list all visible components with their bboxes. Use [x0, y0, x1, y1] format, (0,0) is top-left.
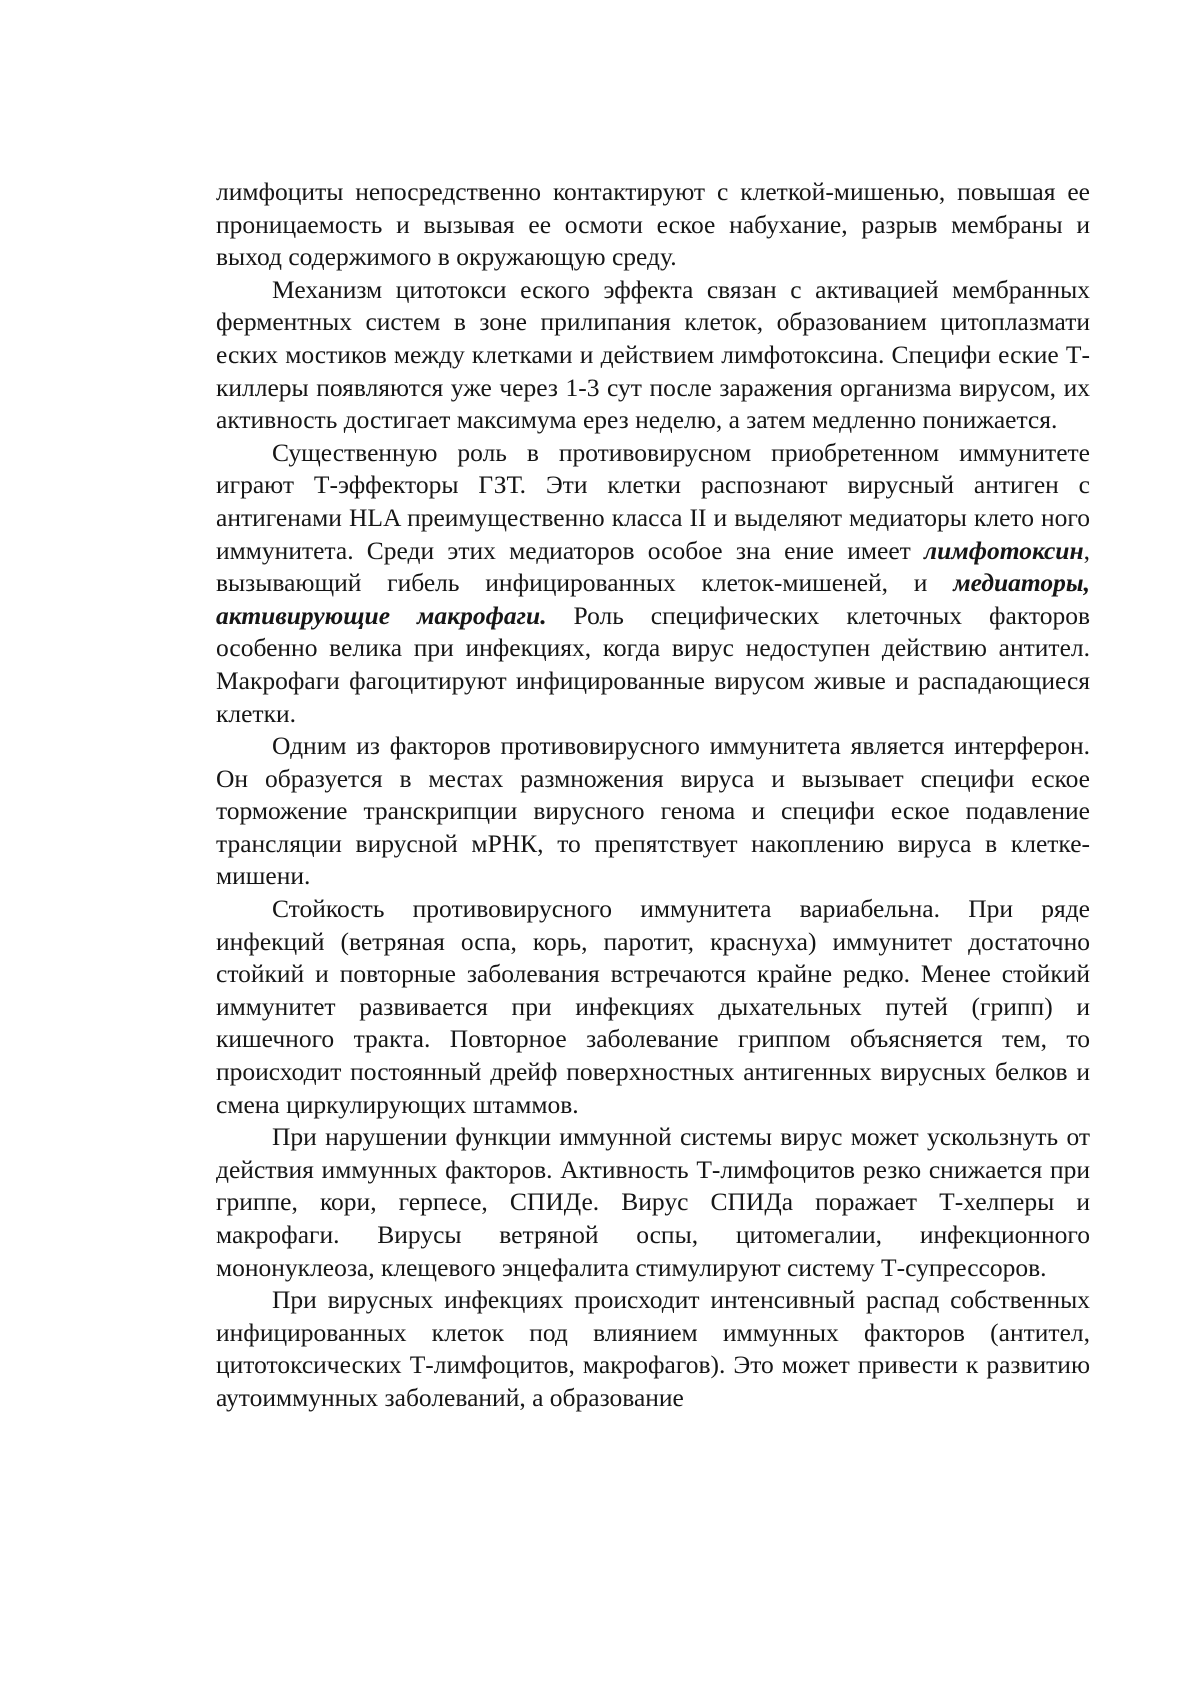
paragraph	[216, 437, 1090, 730]
paragraph	[216, 1121, 1090, 1284]
document-page	[216, 176, 1090, 1415]
emphasized-term: лимфотоксин	[924, 535, 1084, 565]
paragraph-text: Стойкость противовирусного иммунитета вариабельна. При ряде инфекций (ветряная оспа, корь, паротит, краснуха) иммунитет достаточно стойкий и повторные заболевания встречаются крайне редко. Менее стойкий иммунитет развивается при инфекциях дыхательных путей (грипп) и кишечного тракта. Повторное заболевание гриппом объясняется тем, то происходит постоянный дрейф поверхностных антигенных вирусных белков и смена циркулирующих штаммов.	[216, 894, 1090, 1119]
paragraph-text: , вызывающий гибель инфицированных клеток-мишеней, и	[216, 535, 1090, 598]
paragraph-text: Роль специфических клеточных факторов особенно велика при инфекциях, когда вирус недоступен действию антител. Макрофаги фагоцитируют инфицированные вирусом живые и распадающиеся клетки.	[216, 600, 1090, 728]
emphasized-term: медиаторы, активирующие макрофаги.	[216, 568, 1090, 630]
paragraph-text: При вирусных инфекциях происходит интенсивный распад собственных инфицированных клеток под влиянием иммунных факторов (антител, цитотоксических Т-лимфоцитов, макрофагов). Это может привести к развитию аутоиммунных заболеваний, а образование	[216, 1285, 1090, 1412]
paragraph-text: Механизм цитотокси еского эффекта связан с активацией мембранных ферментных систем в зоне прилипания клеток, образованием цитоплазмати еских мостиков между клетками и действием лимфотоксина. Специфи еские Т-киллеры появляются уже через 1-3 сут после заражения организма вирусом, их активность достигает максимума ерез неделю, а затем медленно понижается.	[216, 274, 1090, 435]
paragraph-text: лимфоциты непосредственно контактируют с клеткой-мишенью, повышая ее проницаемость и вызывая ее осмоти еское набухание, разрыв мембраны и выход содержимого в окружающую среду.	[216, 177, 1090, 272]
paragraph	[216, 893, 1090, 1121]
paragraph-text: Одним из факторов противовирусного иммунитета является интерферон. Он образуется в местах размножения вируса и вызывает специфи еское торможение транскрипции вирусного генома и специфи еское подавление трансляции вирусной мРНК, то препятствует накоплению вируса в клетке-мишени.	[216, 731, 1090, 891]
paragraph-text: При нарушении функции иммунной системы вирус может ускользнуть от действия иммунных факторов. Активность Т-лимфоцитов резко снижается при гриппе, кори, герпесе, СПИДе. Вирус СПИДа поражает Т-хелперы и макрофаги. Вирусы ветряной оспы, цитомегалии, инфекционного мононуклеоза, клещевого энцефалита стимулируют систему Т-супрессоров.	[216, 1122, 1090, 1282]
paragraph-text: Существенную роль в противовирусном приобретенном иммунитете играют Т-эффекторы ГЗТ. Эти клетки распознают вирусный антиген с антигенами HLA преимущественно класса II и выделяют медиаторы клето ного иммунитета. Среди этих медиаторов особое зна ение имеет	[216, 437, 1090, 565]
paragraph	[216, 176, 1090, 274]
paragraph	[216, 730, 1090, 893]
document-body	[216, 176, 1090, 1415]
paragraph	[216, 1284, 1090, 1414]
paragraph	[216, 274, 1090, 437]
